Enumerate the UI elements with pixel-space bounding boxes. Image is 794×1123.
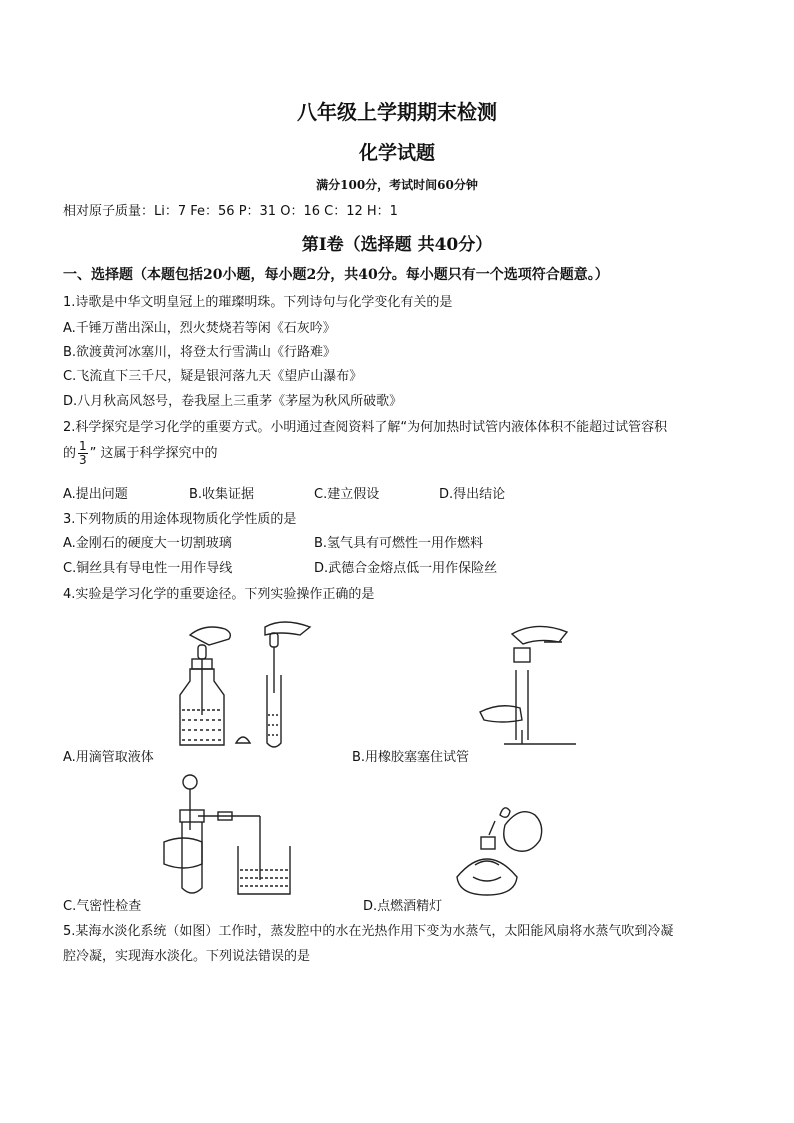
q1-option-c[interactable]: C.飞流直下三千尺，疑是银河落九天《望庐山瀑布》: [63, 369, 363, 384]
q2-option-b[interactable]: B.收集证据: [189, 487, 255, 502]
q3-stem: 3.下列物质的用途体现物质化学性质的是: [63, 512, 297, 527]
exam-info: 满分100分，考试时间60分钟: [316, 178, 478, 192]
q3-option-d[interactable]: D.武德合金熔点低一用作保险丝: [314, 561, 498, 576]
q5-stem-line2: 腔冷凝，实现海水淡化。下列说法错误的是: [63, 949, 311, 964]
q3-option-b[interactable]: B.氢气具有可燃性一用作燃料: [314, 536, 484, 551]
figure-b-stopper-tube: [472, 620, 582, 750]
figure-c-airtightness: [160, 770, 320, 900]
q4-option-c[interactable]: C.气密性检查: [63, 899, 142, 914]
q2-stem-post: ” 这属于科学探究中的: [89, 446, 218, 461]
q4-option-d[interactable]: D.点燃酒精灯: [363, 899, 443, 914]
fraction-denominator: 3: [79, 453, 87, 467]
q2-stem-line1: 2.科学探究是学习化学的重要方式。小明通过查阅资料了解“为何加热时试管内液体体积不能超过试管容积: [63, 420, 668, 435]
fraction-numerator: 1: [79, 439, 87, 453]
paper-title: 八年级上学期期末检测: [297, 100, 497, 124]
atomic-masses: 相对原子质量：Li：7 Fe：56 P：31 O：16 C：12 H：1: [63, 204, 398, 219]
q1-option-b[interactable]: B.欲渡黄河冰塞川，将登太行雪满山《行路难》: [63, 345, 337, 360]
q4-option-b[interactable]: B.用橡胶塞塞住试管: [352, 750, 470, 765]
q5-stem-line1: 5.某海水淡化系统（如图）工作时，蒸发腔中的水在光热作用下变为水蒸气，太阳能风扇将水蒸气吹到冷凝: [63, 924, 674, 939]
q3-option-c[interactable]: C.铜丝具有导电性一用作导线: [63, 561, 233, 576]
q1-option-a[interactable]: A.千锤万凿出深山，烈火焚烧若等闲《石灰吟》: [63, 321, 336, 336]
q2-option-c[interactable]: C.建立假设: [314, 487, 380, 502]
q3-option-a[interactable]: A.金刚石的硬度大一切割玻璃: [63, 536, 232, 551]
q2-option-a[interactable]: A.提出问题: [63, 487, 128, 502]
q2-stem-pre: 的: [63, 446, 77, 461]
volume-title: 第Ⅰ卷（选择题 共40分）: [301, 235, 493, 255]
fraction-one-third: [78, 440, 88, 467]
figure-d-alcohol-lamp: [445, 795, 555, 905]
q1-stem: 1.诗歌是中华文明皇冠上的璀璨明珠。下列诗句与化学变化有关的是: [63, 295, 453, 310]
figure-a-dropper-bottle: [170, 615, 330, 755]
q2-stem-line2: [63, 440, 218, 467]
paper-subject: 化学试题: [358, 142, 435, 164]
q1-option-d[interactable]: D.八月秋高风怒号，卷我屋上三重茅《茅屋为秋风所破歌》: [63, 394, 403, 409]
q2-option-d[interactable]: D.得出结论: [439, 487, 506, 502]
section-title: 一、选择题（本题包括20小题，每小题2分，共40分。每小题只有一个选项符合题意。）: [63, 267, 609, 283]
q4-stem: 4.实验是学习化学的重要途径。下列实验操作正确的是: [63, 587, 375, 602]
q4-option-a[interactable]: A.用滴管取液体: [63, 750, 154, 765]
